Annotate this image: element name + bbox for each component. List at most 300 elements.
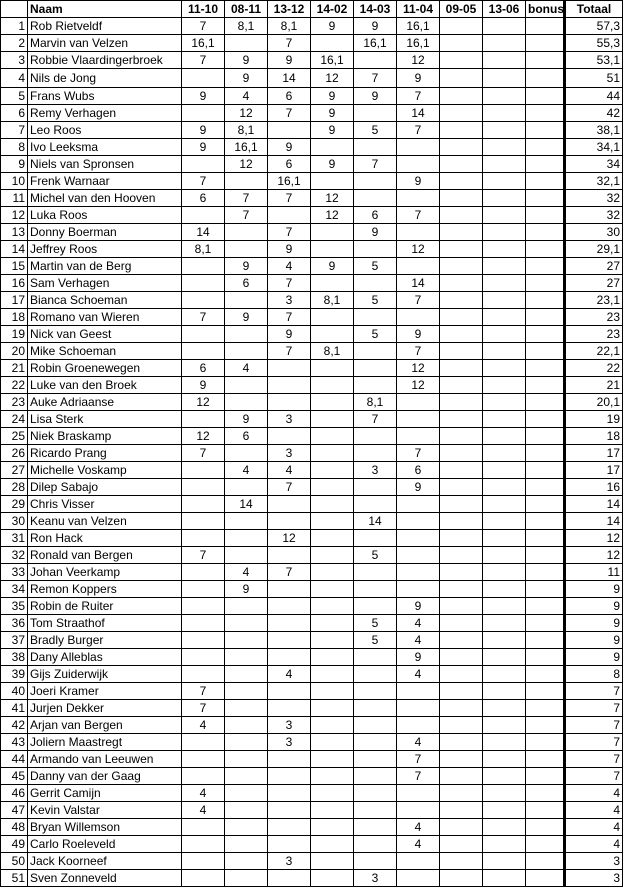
score-cell <box>182 734 225 751</box>
score-cell <box>354 598 397 615</box>
score-cell <box>311 496 354 513</box>
score-cell <box>526 734 565 751</box>
score-cell: 9 <box>354 224 397 241</box>
name-cell: Kevin Valstar <box>28 802 182 819</box>
score-cell <box>354 139 397 156</box>
round-header: bonus <box>526 1 565 18</box>
score-cell: 7 <box>182 547 225 564</box>
table-row <box>1 275 623 292</box>
score-cell: 12 <box>225 156 268 173</box>
table-row <box>1 69 623 88</box>
name-cell: Robin de Ruiter <box>28 598 182 615</box>
rank-header <box>1 1 28 18</box>
score-cell <box>526 326 565 343</box>
score-cell <box>268 683 311 700</box>
total-cell: 23,1 <box>565 292 623 309</box>
score-cell: 9 <box>397 69 440 88</box>
score-cell <box>483 377 526 394</box>
score-cell: 4 <box>397 632 440 649</box>
total-cell: 9 <box>565 615 623 632</box>
rank-cell: 37 <box>1 632 28 649</box>
score-cell <box>225 530 268 547</box>
score-cell: 4 <box>397 734 440 751</box>
rank-cell: 12 <box>1 207 28 224</box>
score-cell <box>268 428 311 445</box>
rank-cell: 20 <box>1 343 28 360</box>
score-cell: 4 <box>182 802 225 819</box>
score-cell: 8,1 <box>225 122 268 139</box>
score-cell <box>182 751 225 768</box>
score-cell <box>268 122 311 139</box>
score-cell <box>225 785 268 802</box>
total-cell: 7 <box>565 700 623 717</box>
score-cell <box>182 69 225 88</box>
score-cell <box>483 700 526 717</box>
score-cell <box>526 88 565 105</box>
score-cell: 7 <box>182 683 225 700</box>
score-cell <box>526 275 565 292</box>
name-cell: Bryan Willemson <box>28 819 182 836</box>
score-cell <box>225 241 268 258</box>
score-cell <box>440 394 483 411</box>
score-cell <box>225 870 268 887</box>
round-header: 14-03 <box>354 1 397 18</box>
name-cell: Keanu van Velzen <box>28 513 182 530</box>
score-cell <box>483 649 526 666</box>
score-cell <box>311 139 354 156</box>
score-cell: 12 <box>182 428 225 445</box>
table-row <box>1 173 623 190</box>
score-cell <box>440 836 483 853</box>
score-cell <box>483 564 526 581</box>
table-row <box>1 411 623 428</box>
name-cell: Arjan van Bergen <box>28 717 182 734</box>
score-cell <box>268 785 311 802</box>
rank-cell: 18 <box>1 309 28 326</box>
score-cell <box>440 190 483 207</box>
score-cell <box>182 326 225 343</box>
score-cell <box>440 377 483 394</box>
rank-cell: 16 <box>1 275 28 292</box>
score-cell <box>440 88 483 105</box>
score-cell: 7 <box>354 156 397 173</box>
name-cell: Johan Veerkamp <box>28 564 182 581</box>
total-cell: 29,1 <box>565 241 623 258</box>
score-cell <box>182 598 225 615</box>
score-cell <box>526 836 565 853</box>
score-cell: 12 <box>182 394 225 411</box>
score-cell: 12 <box>311 69 354 88</box>
rank-cell: 22 <box>1 377 28 394</box>
score-cell <box>483 581 526 598</box>
name-cell: Bradly Burger <box>28 632 182 649</box>
table-row <box>1 35 623 52</box>
score-cell: 12 <box>397 241 440 258</box>
score-cell <box>354 836 397 853</box>
total-cell: 4 <box>565 819 623 836</box>
total-cell: 30 <box>565 224 623 241</box>
total-cell: 38,1 <box>565 122 623 139</box>
score-cell <box>268 751 311 768</box>
score-cell: 6 <box>268 156 311 173</box>
score-cell <box>268 377 311 394</box>
score-cell <box>526 105 565 122</box>
total-cell: 51 <box>565 69 623 88</box>
score-cell <box>311 326 354 343</box>
score-cell <box>440 734 483 751</box>
score-cell <box>354 173 397 190</box>
table-row <box>1 224 623 241</box>
score-cell <box>182 649 225 666</box>
score-cell <box>182 258 225 275</box>
score-cell: 9 <box>397 598 440 615</box>
rank-cell: 47 <box>1 802 28 819</box>
score-cell <box>483 88 526 105</box>
score-cell <box>311 173 354 190</box>
score-cell <box>440 360 483 377</box>
score-cell: 9 <box>311 18 354 35</box>
rank-cell: 43 <box>1 734 28 751</box>
score-cell <box>268 632 311 649</box>
score-cell: 7 <box>397 207 440 224</box>
score-cell <box>182 836 225 853</box>
score-cell: 7 <box>182 309 225 326</box>
score-cell <box>526 190 565 207</box>
score-cell <box>397 853 440 870</box>
score-cell <box>354 52 397 69</box>
score-cell <box>440 819 483 836</box>
score-cell: 3 <box>354 462 397 479</box>
score-cell <box>440 462 483 479</box>
score-cell <box>354 666 397 683</box>
score-cell <box>225 547 268 564</box>
total-cell: 16 <box>565 479 623 496</box>
score-cell <box>225 445 268 462</box>
total-cell: 32 <box>565 190 623 207</box>
total-cell: 27 <box>565 275 623 292</box>
score-cell <box>311 717 354 734</box>
score-cell <box>526 18 565 35</box>
total-cell: 57,3 <box>565 18 623 35</box>
score-cell <box>225 700 268 717</box>
name-cell: Romano van Wieren <box>28 309 182 326</box>
score-cell <box>526 751 565 768</box>
round-header: 14-02 <box>311 1 354 18</box>
score-cell <box>354 564 397 581</box>
score-cell: 14 <box>182 224 225 241</box>
score-cell <box>526 479 565 496</box>
score-cell <box>311 785 354 802</box>
score-cell: 9 <box>268 241 311 258</box>
score-cell: 7 <box>397 343 440 360</box>
table-row <box>1 581 623 598</box>
score-cell <box>182 853 225 870</box>
score-cell <box>526 241 565 258</box>
score-cell <box>483 598 526 615</box>
score-cell <box>440 326 483 343</box>
score-cell <box>225 173 268 190</box>
rank-cell: 25 <box>1 428 28 445</box>
table-row <box>1 88 623 105</box>
total-cell: 22 <box>565 360 623 377</box>
score-cell <box>311 428 354 445</box>
score-cell <box>311 581 354 598</box>
name-cell: Joeri Kramer <box>28 683 182 700</box>
score-cell <box>440 275 483 292</box>
score-cell <box>526 343 565 360</box>
rank-cell: 6 <box>1 105 28 122</box>
table-row <box>1 632 623 649</box>
score-cell <box>440 751 483 768</box>
table-row <box>1 377 623 394</box>
score-cell <box>397 785 440 802</box>
table-row <box>1 870 623 887</box>
rank-cell: 31 <box>1 530 28 547</box>
table-row <box>1 615 623 632</box>
name-cell: Mike Schoeman <box>28 343 182 360</box>
rank-cell: 3 <box>1 52 28 69</box>
rank-cell: 51 <box>1 870 28 887</box>
score-cell <box>354 751 397 768</box>
table-row <box>1 445 623 462</box>
score-cell <box>311 309 354 326</box>
score-cell <box>225 683 268 700</box>
table-row <box>1 819 623 836</box>
score-cell: 9 <box>225 309 268 326</box>
score-cell <box>483 411 526 428</box>
score-cell <box>483 479 526 496</box>
table-row <box>1 360 623 377</box>
score-cell: 12 <box>397 52 440 69</box>
round-header: 08-11 <box>225 1 268 18</box>
score-cell <box>440 173 483 190</box>
rank-cell: 8 <box>1 139 28 156</box>
score-cell: 7 <box>268 35 311 52</box>
table-row <box>1 530 623 547</box>
score-cell <box>354 717 397 734</box>
score-cell <box>354 683 397 700</box>
score-cell <box>526 224 565 241</box>
score-cell: 16,1 <box>268 173 311 190</box>
score-cell <box>311 445 354 462</box>
score-cell: 5 <box>354 292 397 309</box>
score-cell <box>526 139 565 156</box>
score-cell <box>440 717 483 734</box>
score-cell <box>397 139 440 156</box>
table-row <box>1 717 623 734</box>
score-cell <box>225 836 268 853</box>
rank-cell: 29 <box>1 496 28 513</box>
score-cell: 12 <box>311 207 354 224</box>
score-cell: 14 <box>354 513 397 530</box>
name-cell: Donny Boerman <box>28 224 182 241</box>
name-cell: Auke Adriaanse <box>28 394 182 411</box>
rank-cell: 38 <box>1 649 28 666</box>
score-cell <box>397 513 440 530</box>
total-cell: 14 <box>565 513 623 530</box>
rank-cell: 35 <box>1 598 28 615</box>
score-cell <box>526 496 565 513</box>
rank-cell: 45 <box>1 768 28 785</box>
score-cell: 7 <box>182 173 225 190</box>
score-cell <box>182 530 225 547</box>
score-cell: 6 <box>225 428 268 445</box>
total-cell: 12 <box>565 547 623 564</box>
total-cell: 20,1 <box>565 394 623 411</box>
name-cell: Sven Zonneveld <box>28 870 182 887</box>
score-cell: 5 <box>354 258 397 275</box>
score-cell <box>483 52 526 69</box>
score-cell: 9 <box>182 139 225 156</box>
score-cell <box>225 734 268 751</box>
table-row <box>1 292 623 309</box>
score-cell: 5 <box>354 615 397 632</box>
score-cell: 9 <box>268 52 311 69</box>
score-cell <box>440 428 483 445</box>
table-row <box>1 836 623 853</box>
table-row <box>1 326 623 343</box>
score-cell <box>311 377 354 394</box>
rank-cell: 42 <box>1 717 28 734</box>
score-cell <box>397 700 440 717</box>
total-cell: 23 <box>565 309 623 326</box>
total-cell: 7 <box>565 734 623 751</box>
score-cell <box>440 292 483 309</box>
score-cell <box>483 462 526 479</box>
name-cell: Dany Alleblas <box>28 649 182 666</box>
total-cell: 18 <box>565 428 623 445</box>
score-cell: 12 <box>225 105 268 122</box>
name-cell: Martin van de Berg <box>28 258 182 275</box>
score-cell <box>397 309 440 326</box>
score-cell <box>354 853 397 870</box>
score-cell: 9 <box>354 18 397 35</box>
rank-cell: 40 <box>1 683 28 700</box>
score-cell <box>311 275 354 292</box>
score-cell: 8,1 <box>311 292 354 309</box>
table-row <box>1 768 623 785</box>
score-cell <box>225 649 268 666</box>
score-cell <box>397 870 440 887</box>
round-header: 11-10 <box>182 1 225 18</box>
table-row <box>1 105 623 122</box>
score-cell <box>268 581 311 598</box>
score-cell <box>526 683 565 700</box>
round-header: 13-12 <box>268 1 311 18</box>
total-cell: 17 <box>565 445 623 462</box>
score-cell: 9 <box>225 258 268 275</box>
total-cell: 3 <box>565 853 623 870</box>
score-cell: 5 <box>354 547 397 564</box>
score-cell: 6 <box>397 462 440 479</box>
score-cell <box>182 479 225 496</box>
score-cell: 7 <box>268 190 311 207</box>
table-row <box>1 52 623 69</box>
score-cell <box>397 428 440 445</box>
score-cell: 9 <box>354 88 397 105</box>
score-cell <box>483 785 526 802</box>
score-cell: 9 <box>268 326 311 343</box>
total-cell: 53,1 <box>565 52 623 69</box>
score-cell <box>526 598 565 615</box>
rank-cell: 24 <box>1 411 28 428</box>
score-cell: 14 <box>268 69 311 88</box>
name-cell: Rob Rietveldf <box>28 18 182 35</box>
name-cell: Jeffrey Roos <box>28 241 182 258</box>
score-cell <box>440 156 483 173</box>
score-cell: 9 <box>225 69 268 88</box>
score-cell <box>526 258 565 275</box>
rank-cell: 27 <box>1 462 28 479</box>
score-cell: 3 <box>268 717 311 734</box>
rank-cell: 7 <box>1 122 28 139</box>
name-cell: Ron Hack <box>28 530 182 547</box>
score-cell: 4 <box>182 785 225 802</box>
score-cell <box>526 173 565 190</box>
score-cell <box>440 853 483 870</box>
rank-cell: 26 <box>1 445 28 462</box>
score-cell <box>268 360 311 377</box>
score-cell <box>182 275 225 292</box>
score-cell <box>311 462 354 479</box>
score-cell <box>225 768 268 785</box>
table-row <box>1 156 623 173</box>
score-cell <box>182 343 225 360</box>
score-cell: 3 <box>354 870 397 887</box>
score-cell <box>311 632 354 649</box>
score-cell: 16,1 <box>354 35 397 52</box>
score-cell <box>483 819 526 836</box>
table-row <box>1 649 623 666</box>
score-cell <box>440 649 483 666</box>
score-cell <box>225 292 268 309</box>
score-cell <box>483 326 526 343</box>
score-cell: 9 <box>225 411 268 428</box>
rank-cell: 41 <box>1 700 28 717</box>
score-cell <box>440 411 483 428</box>
name-cell: Nick van Geest <box>28 326 182 343</box>
score-cell <box>440 564 483 581</box>
total-cell: 55,3 <box>565 35 623 52</box>
score-cell <box>440 785 483 802</box>
score-cell <box>182 564 225 581</box>
score-cell <box>526 35 565 52</box>
table-row <box>1 751 623 768</box>
table-row <box>1 241 623 258</box>
score-cell <box>225 35 268 52</box>
score-cell <box>526 445 565 462</box>
score-cell <box>311 35 354 52</box>
total-cell: 9 <box>565 632 623 649</box>
score-cell <box>483 139 526 156</box>
score-cell <box>440 122 483 139</box>
score-cell <box>354 530 397 547</box>
score-cell <box>483 853 526 870</box>
total-cell: 7 <box>565 683 623 700</box>
table-row <box>1 139 623 156</box>
score-cell: 7 <box>397 768 440 785</box>
total-cell: 17 <box>565 462 623 479</box>
score-cell: 4 <box>225 88 268 105</box>
score-cell: 7 <box>268 224 311 241</box>
rank-cell: 11 <box>1 190 28 207</box>
score-cell <box>483 751 526 768</box>
score-cell: 4 <box>268 462 311 479</box>
table-row <box>1 394 623 411</box>
table-row <box>1 428 623 445</box>
score-cell <box>440 581 483 598</box>
score-cell: 16,1 <box>225 139 268 156</box>
